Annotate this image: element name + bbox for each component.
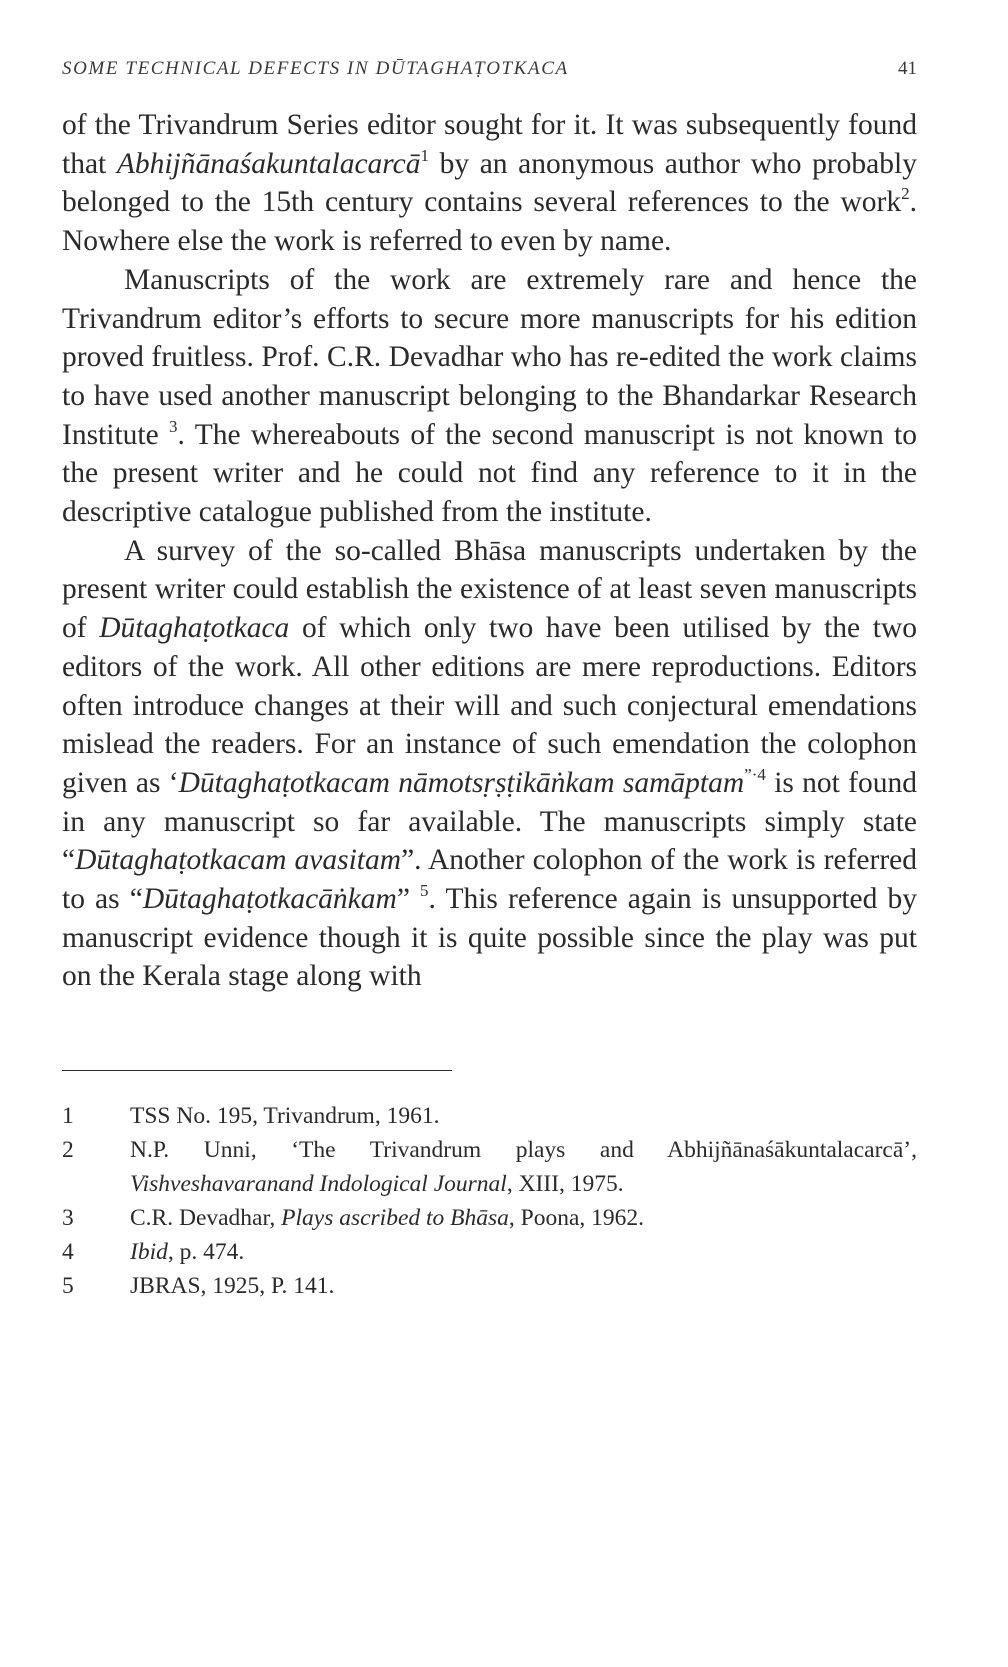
p3-italic-2: Dūtaghaṭotkacam nāmotsṛṣṭikāṅkam samāptam <box>178 766 745 799</box>
footnote-ref-1: 1 <box>420 145 430 165</box>
body-text <box>62 106 917 996</box>
footnote-number: 1 <box>62 1103 74 1130</box>
footnote-text: TSS No. 195, Trivandrum, 1961. <box>130 1103 440 1130</box>
footnote-ref-4: ”·4 <box>744 764 766 784</box>
footnote-number: 5 <box>62 1273 74 1300</box>
footnote-number: 3 <box>62 1205 74 1232</box>
footnote-ref-5: 5 <box>420 881 429 901</box>
page-number: 41 <box>898 58 917 79</box>
footnote-text <box>130 1201 917 1235</box>
fn4-italic-1: Ibid <box>130 1239 168 1266</box>
p1-text-2: by an anonymous author who probably belonged to the 15th century contains several references to the work <box>62 147 917 219</box>
p2-text-1: Manuscripts of the work are extremely rare and hence the Trivandrum editor’s efforts to secure more manuscripts for his edition proved fruitless. Prof. C.R. Devadhar who has re-edited the work claims to have used another manuscript belonging to the Bhandarkar Research Institute <box>62 263 917 451</box>
p3-text-3: is not found in any manuscript so far available. The manuscripts simply state “ <box>62 766 918 877</box>
p1-text-3: . Nowhere else the work is referred to even by name. <box>62 186 917 258</box>
footnote-2 <box>62 1133 917 1201</box>
fn3-text-1: C.R. Devadhar, <box>130 1205 282 1232</box>
p3-italic-1: Dūtaghaṭotkaca <box>99 612 290 645</box>
running-head-title: SOME TECHNICAL DEFECTS IN DŪTAGHAṬOTKACA <box>62 58 569 79</box>
fn4-text-1: , p. 474. <box>167 1239 245 1266</box>
p3-text-6: . This reference again is unsupported by manuscript evidence though it is quite possible since the play was put on the Kerala stage along with <box>62 883 917 993</box>
p3-text-2: of which only two have been utilised by the two editors of the work. All other editions are mere reproductions. Editors often introduce changes at their will and such conjectural emendations mislead the readers. For an instance of such emendation the colophon given as ‘ <box>62 612 918 799</box>
footnote-text <box>130 1133 917 1201</box>
fn2-italic-1: Vishveshavaranand Indological Journal <box>130 1171 507 1198</box>
p3-text-4: ”. Another colophon of the work is referred to as “ <box>62 844 917 916</box>
p3-italic-4: Dūtaghaṭotkacāṅkam <box>142 883 397 916</box>
book-page <box>62 58 917 1303</box>
p1-italic-1: Abhijñānaśakuntalacarcā <box>116 147 421 180</box>
footnote-4 <box>62 1235 917 1269</box>
footnote-text <box>130 1235 917 1269</box>
footnote-rule <box>62 1070 452 1071</box>
fn2-text-2: , XIII, 1975. <box>506 1171 624 1198</box>
footnote-ref-3: 3 <box>169 416 178 436</box>
footnote-1 <box>62 1099 917 1133</box>
p1-text-1: of the Trivandrum Series editor sought for it. It was subsequently found that <box>62 109 917 180</box>
footnote-ref-2: 2 <box>901 184 910 204</box>
p2-text-2: . The whereabouts of the second manuscript is not known to the present writer and he could not find any reference to it in the descriptive catalogue published from the institute. <box>62 418 917 529</box>
footnote-5 <box>62 1269 917 1303</box>
paragraph-1 <box>62 106 917 261</box>
fn2-text-1: N.P. Unni, ‘The Trivandrum plays and Abhijñānaśākuntalacarcā’, <box>130 1137 917 1164</box>
footnotes <box>62 1099 917 1303</box>
p3-text-1: A survey of the so-called Bhāsa manuscripts undertaken by the present writer could establish the existence of at least seven manuscripts of <box>62 534 917 645</box>
footnote-text: JBRAS, 1925, P. 141. <box>130 1273 335 1300</box>
footnote-number: 4 <box>62 1239 74 1266</box>
fn3-text-2: , Poona, 1962. <box>508 1205 645 1232</box>
footnote-3 <box>62 1201 917 1235</box>
footnote-number: 2 <box>62 1137 74 1164</box>
fn3-italic-1: Plays ascribed to Bhāsa <box>281 1205 509 1232</box>
p3-text-5: ” <box>396 883 421 916</box>
p3-italic-3: Dūtaghaṭotkacam avasitam <box>75 844 402 877</box>
paragraph-2 <box>62 261 917 532</box>
running-head <box>62 58 917 98</box>
paragraph-3 <box>62 532 917 996</box>
